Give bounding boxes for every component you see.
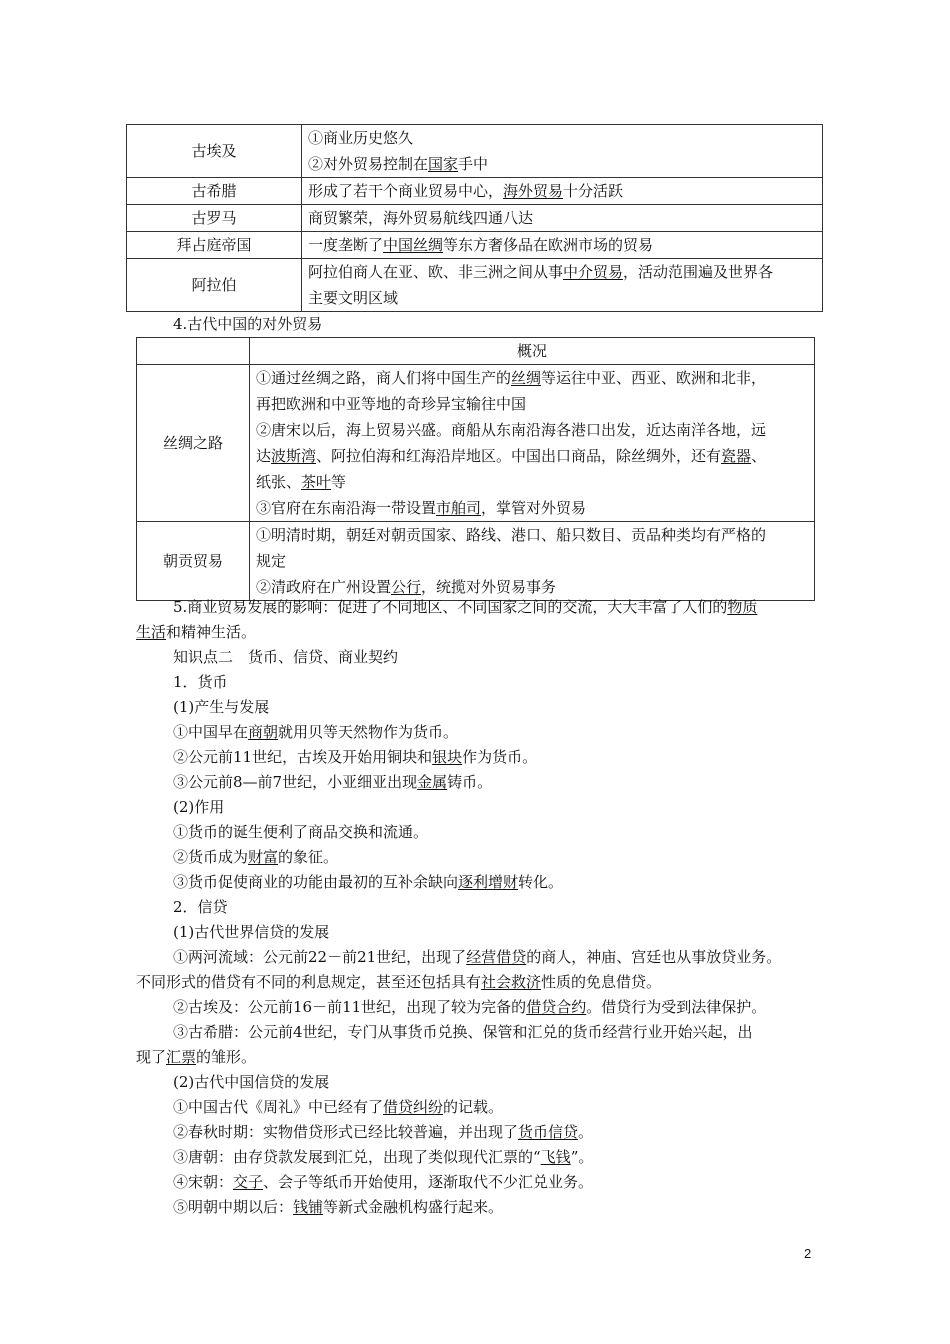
underlined-term: 借贷合约 [526, 998, 587, 1016]
country-content-cell [302, 178, 823, 205]
cell-line: ①明清时期，朝廷对朝贡国家、路线、港口、船只数目、贡品种类均有严格的 [256, 526, 767, 544]
cell-line: ①商业历史悠久 [308, 129, 414, 147]
table-row [137, 522, 815, 601]
cell-line: 纸张、茶叶等 [256, 473, 347, 491]
text-line: ①两河流域：公元前22－前21世纪，出现了经营借贷的商人，神庙、宫廷也从事放贷业务。 [173, 948, 782, 966]
table-row [127, 178, 823, 205]
text-line: ①中国早在商朝就用贝等天然物作为货币。 [173, 723, 459, 741]
country-key-cell: 古罗马 [127, 205, 302, 232]
cell-line: 达波斯湾、阿拉伯海和红海沿岸地区。中国出口商品，除丝绸外，还有瓷器、 [256, 447, 767, 465]
table-header-empty [137, 338, 250, 365]
cell-line: ②对外贸易控制在国家手中 [308, 155, 489, 173]
table-row [127, 259, 823, 312]
cell-line: 商贸繁荣，海外贸易航线四通八达 [308, 209, 534, 227]
cell-line: ③官府在东南沿海一带设置市舶司，掌管对外贸易 [256, 499, 587, 517]
text-line: ⑤明朝中期以后：钱铺等新式金融机构盛行起来。 [173, 1198, 504, 1216]
cell-line: 阿拉伯商人在亚、欧、非三洲之间从事中介贸易，活动范围遍及世界各 [308, 263, 774, 281]
cell-line: ②唐宋以后，海上贸易兴盛。商船从东南沿海各港口出发，近达南洋各地，远 [256, 421, 767, 439]
trade-content-cell [250, 522, 815, 601]
country-content-cell [302, 259, 823, 312]
text-line: ②公元前11世纪，古埃及开始用铜块和银块作为货币。 [173, 748, 538, 766]
underlined-term: 国家 [428, 155, 459, 173]
underlined-term: 飞钱 [540, 1148, 571, 1166]
underlined-term: 中介贸易 [563, 263, 624, 281]
trade-key-cell: 丝绸之路 [137, 365, 250, 522]
underlined-term: 茶叶 [301, 473, 332, 491]
underlined-term: 财富 [248, 848, 279, 866]
text-line: ②春秋时期：实物借贷形式已经比较普遍，并出现了货币信贷。 [173, 1123, 594, 1141]
text-line: 知识点二 货币、信贷、商业契约 [173, 648, 399, 666]
underlined-term: 瓷器 [721, 447, 752, 465]
text-line: ③古希腊：公元前4世纪，专门从事货币兑换、保管和汇兑的货币经营行业开始兴起，出 [173, 1023, 753, 1041]
country-content-cell [302, 205, 823, 232]
country-content-cell [302, 125, 823, 178]
text-line: ③唐朝：由存贷款发展到汇兑，出现了类似现代汇票的“飞钱”。 [173, 1148, 594, 1166]
text-line: (1)古代世界信贷的发展 [173, 923, 330, 941]
underlined-term: 社会救济 [481, 973, 542, 991]
text-line: ①货币的诞生便利了商品交换和流通。 [173, 823, 429, 841]
text-line: ④宋朝：交子、会子等纸币开始使用，逐渐取代不少汇兑业务。 [173, 1173, 594, 1191]
country-key-cell: 古埃及 [127, 125, 302, 178]
trade-content-cell [250, 365, 815, 522]
table-row [127, 205, 823, 232]
cell-line: 再把欧洲和中亚等地的奇珍异宝输往中国 [256, 395, 527, 413]
section-heading-4: 4.古代中国的对外贸易 [173, 315, 323, 333]
underlined-term: 商朝 [248, 723, 279, 741]
underlined-term: 海外贸易 [503, 182, 564, 200]
underlined-term: 交子 [233, 1173, 264, 1191]
underlined-term: 经营借贷 [466, 948, 527, 966]
table-row [127, 125, 823, 178]
table-row [127, 232, 823, 259]
text-line: 生活和精神生活。 [136, 623, 257, 641]
text-line: 现了汇票的雏形。 [136, 1048, 257, 1066]
underlined-term: 逐利增财 [458, 873, 519, 891]
text-line: 不同形式的借贷有不同的利息规定，甚至还包括具有社会救济性质的免息借贷。 [136, 973, 662, 991]
cell-line: ②清政府在广州设置公行，统揽对外贸易事务 [256, 578, 557, 596]
underlined-term: 汇票 [166, 1048, 197, 1066]
cell-line: 主要文明区域 [308, 289, 399, 307]
underlined-term: 银块 [432, 748, 463, 766]
text-line: ③公元前8—前7世纪，小亚细亚出现金属铸币。 [173, 773, 493, 791]
foreign-trade-table [126, 124, 823, 312]
underlined-term: 物质 [727, 598, 758, 616]
text-line: ①中国古代《周礼》中已经有了借贷纠纷的记载。 [173, 1098, 504, 1116]
underlined-term: 公行 [391, 578, 422, 596]
text-line: (2)古代中国信贷的发展 [173, 1073, 330, 1091]
cell-line: 一度垄断了中国丝绸等东方奢侈品在欧洲市场的贸易 [308, 236, 654, 254]
underlined-term: 市舶司 [436, 499, 482, 517]
country-key-cell: 古希腊 [127, 178, 302, 205]
country-key-cell: 阿拉伯 [127, 259, 302, 312]
cell-line: 形成了若干个商业贸易中心，海外贸易十分活跃 [308, 182, 624, 200]
text-line: (2)作用 [173, 798, 225, 816]
text-line: 2．信贷 [173, 898, 228, 916]
underlined-term: 借贷纠纷 [383, 1098, 444, 1116]
text-line: 1．货币 [173, 673, 228, 691]
table-row [137, 365, 815, 522]
text-line: ②古埃及：公元前16－前11世纪，出现了较为完备的借贷合约。借贷行为受到法律保护。 [173, 998, 767, 1016]
underlined-term: 生活 [136, 623, 167, 641]
text-line: 5.商业贸易发展的影响：促进了不同地区、不同国家之间的交流，大大丰富了人们的物质 [173, 598, 758, 616]
page-number: 2 [804, 1246, 812, 1261]
text-line: (1)产生与发展 [173, 698, 270, 716]
text-line: ②货币成为财富的象征。 [173, 848, 339, 866]
underlined-term: 钱铺 [293, 1198, 324, 1216]
china-trade-table [136, 337, 815, 601]
country-content-cell [302, 232, 823, 259]
underlined-term: 中国丝绸 [383, 236, 444, 254]
underlined-term: 货币信贷 [518, 1123, 579, 1141]
underlined-term: 丝绸 [511, 369, 542, 387]
cell-line: 规定 [256, 552, 287, 570]
cell-line: ①通过丝绸之路，商人们将中国生产的丝绸等运往中亚、西亚、欧洲和北非， [256, 369, 767, 387]
country-key-cell: 拜占庭帝国 [127, 232, 302, 259]
table-header-overview: 概况 [250, 338, 815, 365]
trade-key-cell: 朝贡贸易 [137, 522, 250, 601]
text-line: ③货币促使商业的功能由最初的互补余缺向逐利增财转化。 [173, 873, 564, 891]
underlined-term: 波斯湾 [271, 447, 317, 465]
underlined-term: 金属 [417, 773, 448, 791]
